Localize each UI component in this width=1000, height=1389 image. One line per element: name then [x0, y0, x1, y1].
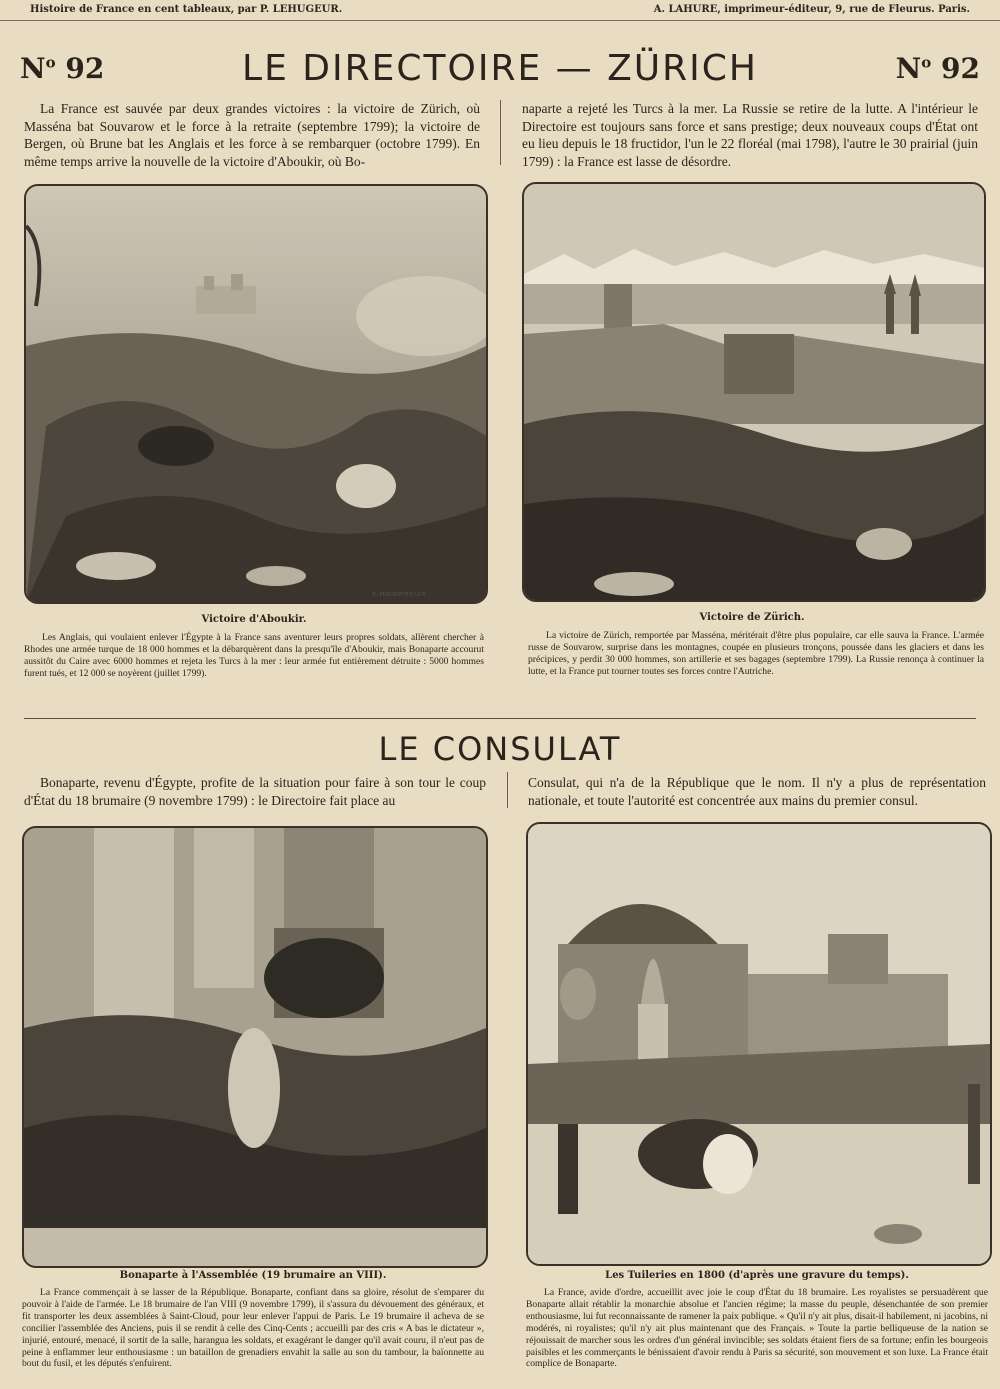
- caption-text-aboukir: Les Anglais, qui voulaient enlever l'Égypte à la France sans aventurer leurs propres soldats, allèrent chercher à Rhodes une armée turque de 18 000 hommes et la débarquèrent dans la presqu'île d'Aboukir, mais Bonaparte accourut aussitôt du Caire avec 6000 hommes et rejeta les Turcs à la mer : leur armée fut entièrement détruite : 5000 hommes furent tués, et 12 000 se noyèrent (juillet 1799).: [24, 632, 484, 679]
- intro-consulat-right: Consulat, qui n'a de la République que le nom. Il n'y a plus de représentation nationale, et toute l'autorité est concentrée aux mains du premier consul.: [528, 775, 986, 808]
- engraving-assemblee: [22, 826, 488, 1268]
- section-title-directoire: LE DIRECTOIRE — ZÜRICH: [242, 48, 758, 89]
- caption-tuileries: Les Tuileries en 1800 (d'après une gravure du temps).: [605, 1270, 909, 1281]
- plate-number-right: $N^o$ 92: [895, 52, 980, 85]
- header-publisher: A. LAHURE, imprimeur-éditeur, 9, rue de Fleurus. Paris.: [653, 4, 970, 15]
- caption-aboukir: Victoire d'Aboukir.: [201, 614, 307, 625]
- intro-consulat-left: Bonaparte, revenu d'Égypte, profite de la situation pour faire à son tour le coup d'État du 18 brumaire (9 novembre 1799) : le Directoire fait place au: [24, 775, 486, 808]
- column-divider-2: [507, 772, 508, 808]
- engraving-aboukir: [24, 184, 488, 604]
- caption-text-assemblee: La France commençait à se lasser de la République. Bonaparte, confiant dans sa gloire, résolut de s'emparer du pouvoir à l'aide de l'armée. Le 18 brumaire de l'an VIII (9 novembre 1799), il s'assura du dévouement des généraux, et fit transporter les deux assemblées à Saint-Cloud, pour leur enlever l'appui de Paris. Le 19 brumaire il acheva de se concilier l'assemblée des Anciens, puis il se rendit à celle des Cinq-Cents ; accueilli par des cris « A bas le dictateur », injurié, entouré, menacé, il sortit de la salle, harangua les soldats, et exagérant le danger qu'il avait couru, il n'eut pas de peine à enflammer leur enthousiasme : un bataillon de grenadiers envahit la salle au son du tambour, la baïonnette au bout du fusil, et les députés s'enfuirent.: [22, 1287, 484, 1370]
- header-series-title: Histoire de France en cent tableaux, par P. LEHUGEUR.: [30, 4, 343, 15]
- tuileries-scene-illustration: [528, 824, 990, 1264]
- engraving-tuileries: [526, 822, 992, 1266]
- caption-zurich: Victoire de Zürich.: [699, 612, 805, 623]
- section-divider: [24, 718, 976, 719]
- assembly-scene-illustration: [24, 828, 486, 1266]
- city-battle-illustration: [524, 184, 984, 600]
- engraver-signature: E. PHILIPPOTEAUX: [372, 592, 426, 598]
- engraving-zurich: [522, 182, 986, 602]
- plate-number-left: $N^o$ 92: [20, 52, 105, 85]
- column-divider: [500, 100, 501, 165]
- caption-text-tuileries: La France, avide d'ordre, accueillit avec joie le coup d'État du 18 brumaire. Les royalistes se persuadèrent que Bonaparte allait rétablir la monarchie absolue et l'ancien régime; la masse du peuple, désenchantée de son premier enthousiasme, lui fut reconnaissante de ramener la paix publique. « Qu'il n'y ait plus, disait-il habilement, ni jacobins, ni modérés, ni royalistes; qu'il n'y ait plus maintenant que des Français. » Toute la partie belliqueuse de la nation se réjouissait de marcher sous les ordres d'un général invincible; ses soldats étaient fiers de sa fortune; enfin les bourgeois paisibles et les commerçants le bénissaient d'avoir rendu à Paris sa sécurité, son mouvement et son luxe. La France était complice de Bonaparte.: [526, 1287, 988, 1370]
- battle-scene-illustration: [26, 186, 486, 602]
- caption-assemblee: Bonaparte à l'Assemblée (19 brumaire an VIII).: [119, 1270, 387, 1281]
- section-title-consulat: LE CONSULAT: [378, 730, 622, 768]
- intro-directoire-right: naparte a rejeté les Turcs à la mer. La Russie se retire de la lutte. A l'intérieur le Directoire est toujours sans force et sans prestige; deux nouveaux coups d'État ont eu lieu depuis le 18 fructidor, l'un le 22 floréal (mai 1798), l'autre le 30 prairial (juin 1799) : la France est lasse de désordre.: [522, 101, 978, 169]
- caption-text-zurich: La victoire de Zürich, remportée par Masséna, méritérait d'être plus populaire, car elle sauva la France. L'armée russe de Souvarow, surprise dans les montagnes, coupée en plusieurs tronçons, poussée dans les glaciers et dans les précipices, y perdit 30 000 hommes, son artillerie et ses bagages (septembre 1799). La Russie renonça à continuer la lutte, et la France put tourner toutes ses forces contre l'Autriche.: [528, 630, 984, 677]
- intro-directoire-left: La France est sauvée par deux grandes victoires : la victoire de Zürich, où Masséna bat Souvarow et le force à la retraite (septembre 1799); la victoire de Bergen, où Brune bat les Anglais et les force à se rembarquer (octobre 1799). En même temps arrive la nouvelle de la victoire d'Aboukir, où Bo-: [24, 101, 480, 169]
